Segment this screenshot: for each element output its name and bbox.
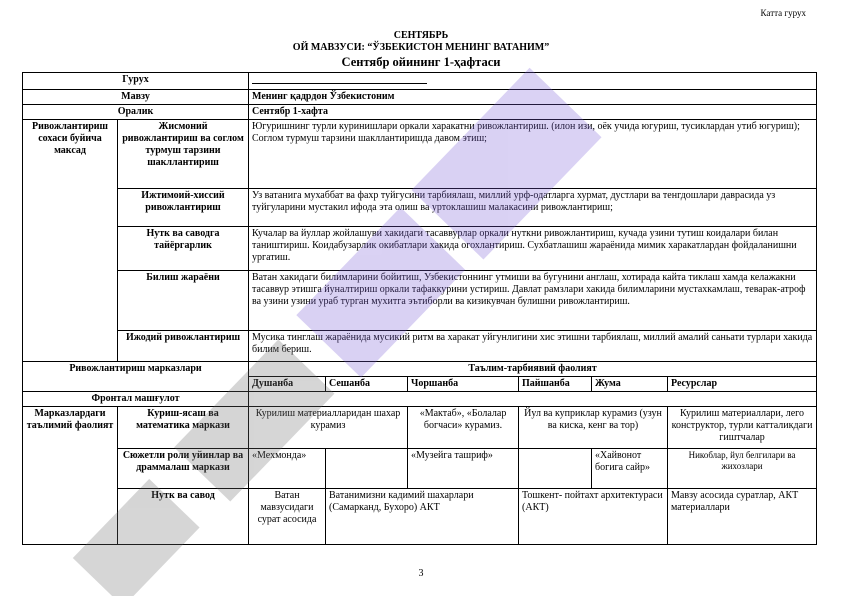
center-resources: Курилиш материаллари, лего конструктор, турли катталикдаги гиштчалар bbox=[668, 407, 817, 449]
domain-row bbox=[23, 331, 817, 362]
month-heading: СЕНТЯБРЬ bbox=[393, 30, 449, 41]
period-label: Оралик bbox=[23, 105, 249, 120]
center-activity-empty bbox=[326, 449, 408, 489]
weekly-plan-table bbox=[22, 72, 817, 545]
page-number: 3 bbox=[418, 568, 424, 579]
centers-label: Ривожлантириш марказлари bbox=[23, 362, 249, 392]
domain-goal: Югуришнинг турли куринишлари оркали харакатни ривожлантириш. (илон изи, оёк учида югуриш, тусиклардан утиб югуриш); Соглом турмуш тарзини шакллантиришда давом этиш; bbox=[249, 120, 817, 189]
topic-row bbox=[23, 90, 817, 105]
domain-goal: Мусика тинглаш жараёнида мусикий ритм ва харакат уйгунлигини хис этишни тарбиялаш, миллий амалий саньати турлари хакида билим бериш. bbox=[249, 331, 817, 362]
center-activity-empty bbox=[519, 449, 592, 489]
period-row bbox=[23, 105, 817, 120]
center-resources: Мавзу асосида суратлар, АКТ материаллари bbox=[668, 489, 817, 545]
group-value bbox=[249, 73, 817, 90]
center-resources: Никоблар, йул белгилари ва жихозлари bbox=[668, 449, 817, 489]
center-activity: «Хайвонот богига сайр» bbox=[592, 449, 668, 489]
domain-row bbox=[23, 227, 817, 271]
domain-row bbox=[23, 189, 817, 227]
center-activity: Йул ва куприклар курамиз (узун ва киска, кенг ва тор) bbox=[519, 407, 668, 449]
domain-name: Ижтимоий-хиссий ривожлантириш bbox=[118, 189, 249, 227]
center-name: Сюжетли роли уйинлар ва драммалаш маркази bbox=[118, 449, 249, 489]
centers-activity-label: Марказлардаги таълимий фаолият bbox=[23, 407, 118, 545]
group-blank-line bbox=[252, 74, 427, 84]
frontal-label: Фронтал машғулот bbox=[23, 392, 249, 407]
center-activity: Курилиш материалларидан шахар курамиз bbox=[249, 407, 408, 449]
period-value: Сентябр 1-хафта bbox=[249, 105, 817, 120]
resources-label: Ресурслар bbox=[668, 377, 817, 392]
domain-name: Нутк ва саводга тайёргарлик bbox=[118, 227, 249, 271]
topic-value: Менинг қадрдон Ўзбекистоним bbox=[249, 90, 817, 105]
center-activity: Ватан мавзусидаги сурат асосида bbox=[249, 489, 326, 545]
day-thursday: Пайшанба bbox=[519, 377, 592, 392]
day-friday: Жума bbox=[592, 377, 668, 392]
center-activity: «Мактаб», «Болалар богчаси» курамиз. bbox=[408, 407, 519, 449]
group-label: Гурух bbox=[23, 73, 249, 90]
center-row bbox=[23, 449, 817, 489]
frontal-empty bbox=[249, 392, 817, 407]
day-monday: Душанба bbox=[249, 377, 326, 392]
domain-row bbox=[23, 120, 817, 189]
domain-name: Билиш жараёни bbox=[118, 271, 249, 331]
center-name: Куриш-ясаш ва математика маркази bbox=[118, 407, 249, 449]
week-heading: Сентябр ойининг 1-ҳафтаси bbox=[341, 55, 501, 69]
domain-name: Жисмоний ривожлантириш ва соглом турмуш тарзини шакллантириш bbox=[118, 120, 249, 189]
group-row bbox=[23, 73, 817, 90]
center-activity: «Мехмонда» bbox=[249, 449, 326, 489]
domain-goal: Ватан хакидаги билимларини бойитиш, Узбекистоннинг утмиши ва бугунини англаш, хотирада кайта тиклаш хамда келажакни тасаввур этишга йуналтириш оркали тафаккурини устириш. Давлат рамзлари хакида билимларини мустахкамлаш, теварак-атроф ва узини узини ураб турган мухитга эътиборли ва кизикувчан булишни ривожлантириш. bbox=[249, 271, 817, 331]
domain-name: Ижодий ривожлантириш bbox=[118, 331, 249, 362]
center-name: Нутк ва савод bbox=[118, 489, 249, 545]
day-tuesday: Сешанба bbox=[326, 377, 408, 392]
center-activity: Ватанимизни кадимий шахарлари (Самарканд, Бухоро) АКТ bbox=[326, 489, 519, 545]
domain-row bbox=[23, 271, 817, 331]
monthly-theme-heading: ОЙ МАВЗУСИ: “ЎЗБЕКИСТОН МЕНИНГ ВАТАНИМ” bbox=[292, 42, 550, 53]
day-wednesday: Чоршанба bbox=[408, 377, 519, 392]
domain-goal: Кучалар ва йуллар жойлашуви хакидаги тасаввурлар оркали нуткни ривожлантириш, кучада узини тутиш коидалари билан таништириш. Коидабузарлик окибатлари хакида огохлантириш. Сухбатлашиш жараёнида мимик харакатлардан фойдаланишни ургатиш. bbox=[249, 227, 817, 271]
activity-header-row bbox=[23, 362, 817, 377]
center-activity: Тошкент- пойтахт архитектураси (АКТ) bbox=[519, 489, 668, 545]
group-label-corner: Катта гурух bbox=[760, 8, 806, 18]
domain-goal: Уз ватанига мухаббат ва фахр туйгусини тарбиялаш, миллий урф-одатларга хурмат, дустлари ва тенгдошлари давраcида уз туйгуларини мустакил ифода эта олиш ва уртоклашиш малакасини ривожлантириш; bbox=[249, 189, 817, 227]
activity-label: Таълим-тарбиявий фаолият bbox=[249, 362, 817, 377]
center-row bbox=[23, 489, 817, 545]
topic-label: Мавзу bbox=[23, 90, 249, 105]
center-row bbox=[23, 407, 817, 449]
domain-label: Ривожлантириш сохаси буйича максад bbox=[23, 120, 118, 362]
center-activity: «Музейга ташриф» bbox=[408, 449, 519, 489]
frontal-row bbox=[23, 392, 817, 407]
